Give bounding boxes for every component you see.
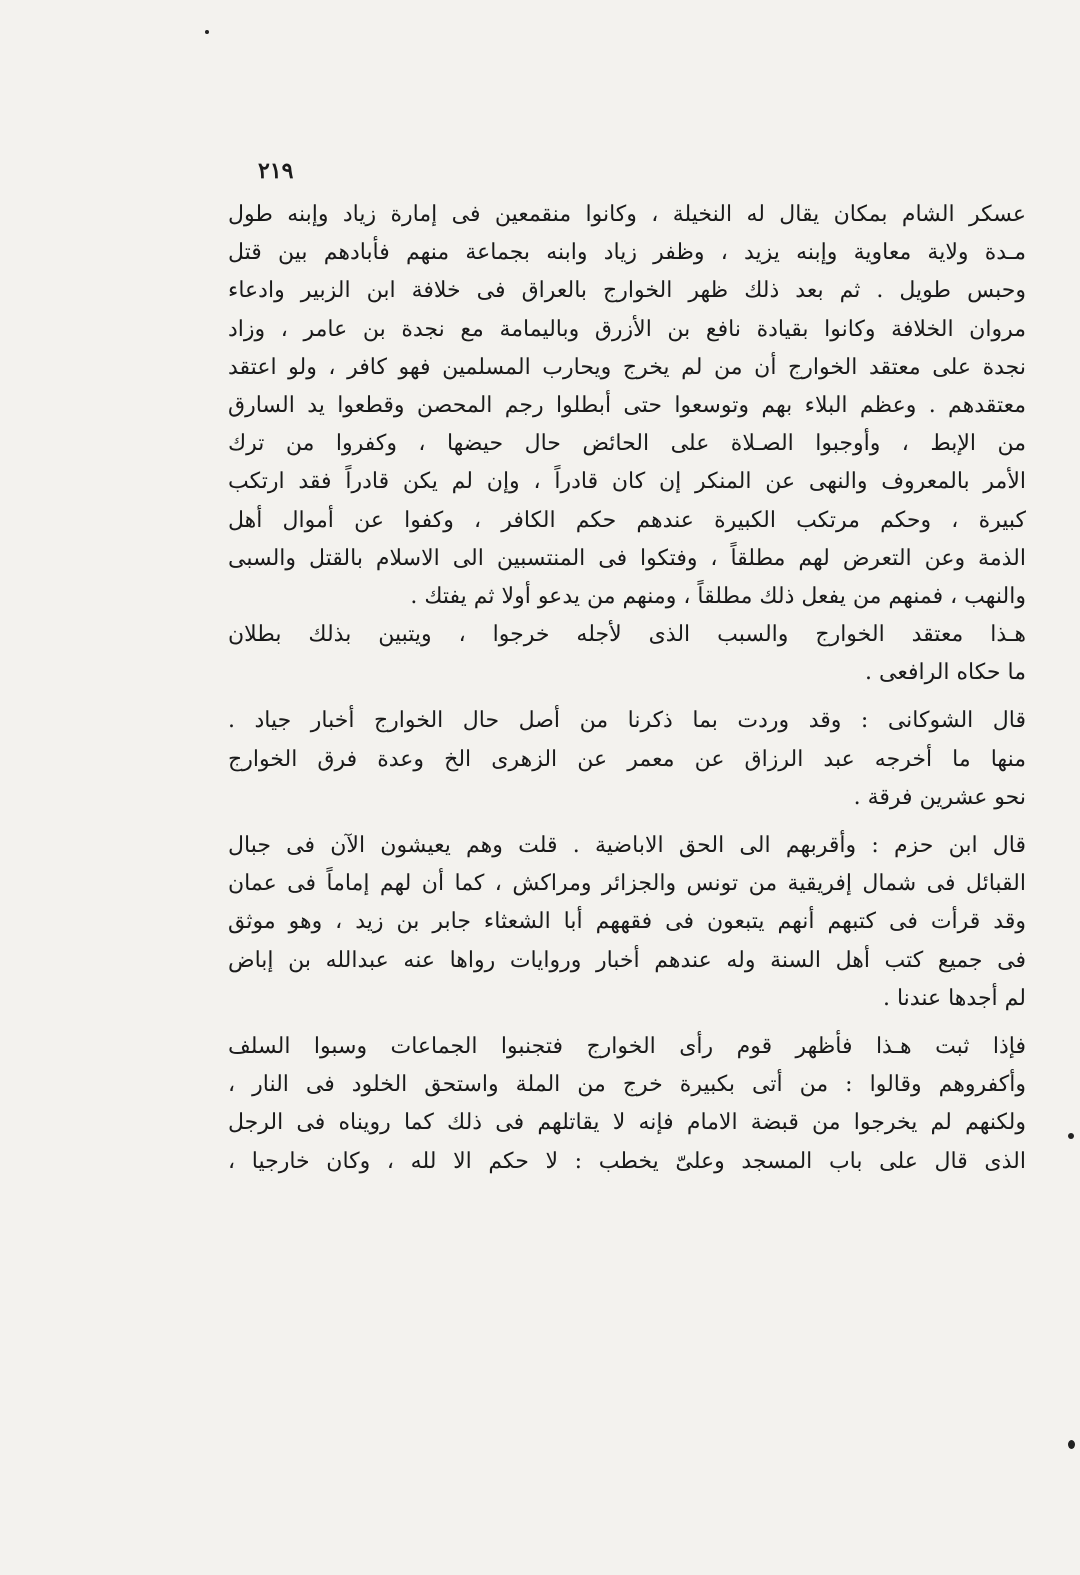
text-line: وحبس طويل . ثم بعد ذلك ظهر الخوارج بالعراق فى خلافة ابن الزبير وادعاء <box>228 278 1026 304</box>
paragraph-gap <box>228 1018 1026 1028</box>
text-line: الأمر بالمعروف والنهى عن المنكر إن كان قادراً ، وإن لم يكن قادراً فقد ارتكب <box>228 469 1026 495</box>
text-line: ما حكاه الرافعى . <box>865 660 1026 686</box>
text-line: وقد قرأت فى كتبهم أنهم يتبعون فى فقههم أبا الشعثاء جابر بن زيد ، وهو موثق <box>228 909 1026 935</box>
scan-speck <box>1068 1133 1074 1139</box>
text-line: من الإبط ، وأوجبوا الصـلاة على الحائض حال حيضها ، وكفروا من ترك <box>228 431 1026 457</box>
paragraph-gap <box>228 817 1026 827</box>
text-line: والنهب ، فمنهم من يفعل ذلك مطلقاً ، ومنهم من يدعو أولا ثم يفتك . <box>410 583 1026 609</box>
text-line: ولكنهم لم يخرجوا من قبضة الامام فإنه لا يقاتلهم فى ذلك كما رويناه فى الرجل <box>228 1110 1026 1136</box>
text-line: منها ما أخرجه عبد الرزاق عن معمر عن الزهرى الخ وعدة فرق الخوارج <box>228 746 1026 772</box>
text-line: وأكفروهم وقالوا : من أتى بكبيرة خرج من الملة واستحق الخلود فى النار ، <box>228 1072 1026 1098</box>
text-line: نحو عشرين فرقة . <box>853 784 1026 810</box>
text-line: قال الشوكانى : وقد وردت بما ذكرنا من أصل حال الخوارج أخبار جياد . <box>228 708 1026 734</box>
page-number: ٢١٩ <box>258 158 294 184</box>
text-line: الذمة وعن التعرض لهم مطلقاً ، وفتكوا فى المنتسبين الى الاسلام بالقتل والسبى <box>228 545 1026 571</box>
paragraph <box>228 1028 1026 1181</box>
paragraph-gap <box>228 692 1026 702</box>
scan-speck <box>1068 1440 1075 1449</box>
text-line: مروان الخلافة وكانوا بقيادة نافع بن الأزرق وباليمامة مع نجدة بن عامر ، وزاد <box>228 316 1026 342</box>
paragraph <box>228 827 1026 1018</box>
text-line: فإذا ثبت هـذا فأظهر قوم رأى الخوارج فتجنبوا الجماعات وسبوا السلف <box>228 1033 1026 1059</box>
text-line: الذى قال على باب المسجد وعلىّ يخطب : لا حكم الا لله ، وكان خارجيا ، <box>228 1148 1026 1174</box>
scan-speck <box>205 30 209 34</box>
paragraph <box>228 196 1026 616</box>
text-line: معتقدهم . وعظم البلاء بهم وتوسعوا حتى أبطلوا رجم المحصن وقطعوا يد السارق <box>228 392 1026 418</box>
paragraph <box>228 702 1026 817</box>
text-line: مـدة ولاية معاوية وإبنه يزيد ، وظفر زياد وابنه بجماعة منهم فأبادهم بين قتل <box>228 240 1026 266</box>
text-line: نجدة على معتقد الخوارج أن من لم يخرج ويحارب المسلمين فهو كافر ، ولو اعتقد <box>228 354 1026 380</box>
text-line: قال ابن حزم : وأقربهم الى الحق الاباضية . قلت وهم يعيشون الآن فى جبال <box>228 833 1026 858</box>
text-line: فى جميع كتب أهل السنة وله عندهم أخبار وروايات رواها عنه عبدالله بن إباض <box>228 947 1026 973</box>
body-text <box>228 196 1026 1181</box>
text-line: هـذا معتقد الخوارج والسبب الذى لأجله خرجوا ، ويتبين بذلك بطلان <box>228 622 1026 648</box>
paragraph <box>228 616 1026 692</box>
text-line: كبيرة ، وحكم مرتكب الكبيرة عندهم حكم الكافر ، وكفوا عن أموال أهل <box>228 507 1026 533</box>
text-line: لم أجدها عندنا . <box>882 985 1026 1011</box>
text-line: القبائل فى شمال إفريقية من تونس والجزائر ومراكش ، كما أن لهم إماماً فى عمان <box>228 871 1026 897</box>
text-line: عسكر الشام بمكان يقال له النخيلة ، وكانوا منقمعين فى إمارة زياد وإبنه طول <box>228 202 1026 227</box>
